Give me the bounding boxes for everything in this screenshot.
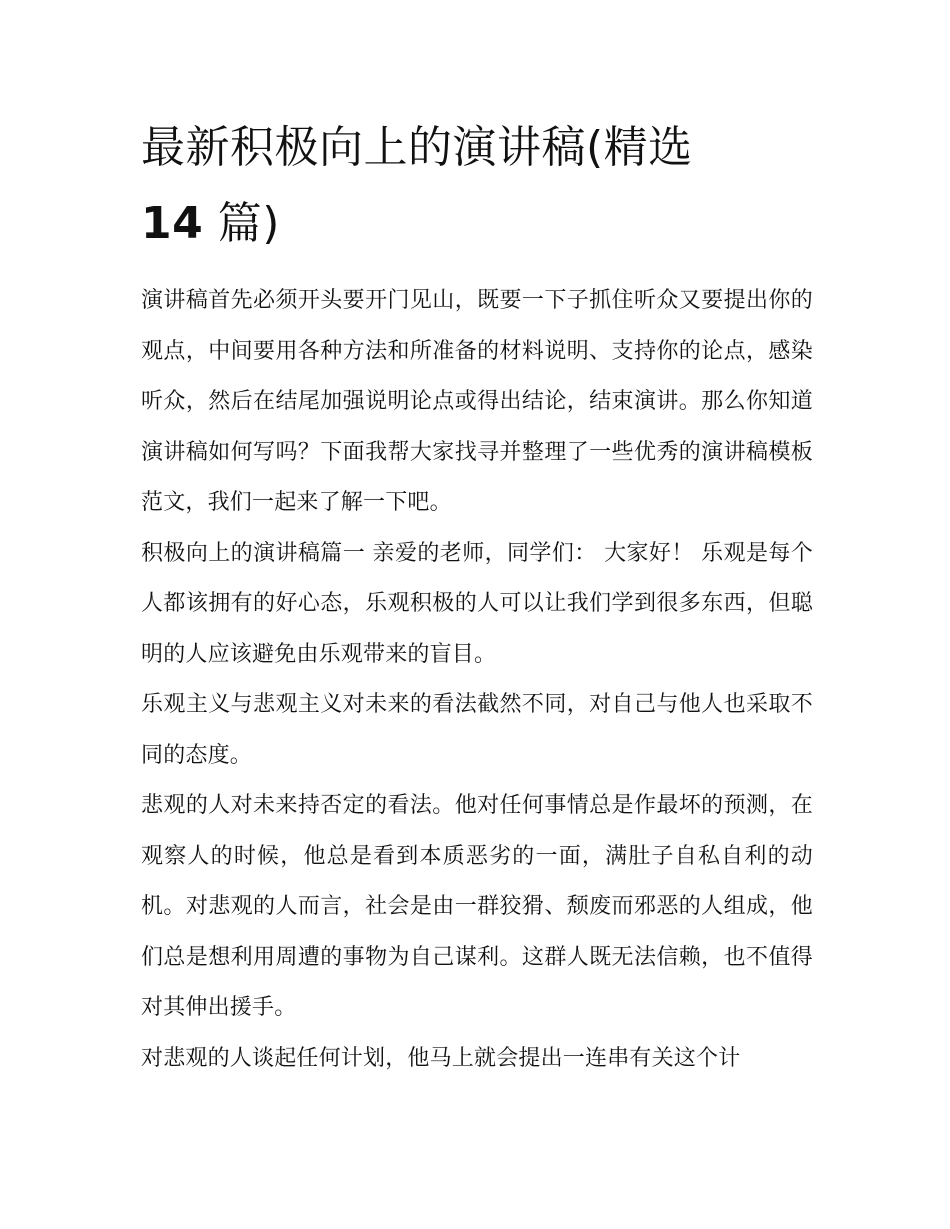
paragraph-speech-one: 积极向上的演讲稿篇一 亲爱的老师，同学们： 大家好！ 乐观是每个人都该拥有的好心态，乐观积极的人可以让我们学到很多东西，但聪明的人应该避免由乐观带来的盲目。 — [141, 540, 813, 667]
title-number: 14 — [141, 198, 204, 249]
title-text-part2: 篇) — [203, 198, 280, 249]
paragraph-optimism-pessimism: 乐观主义与悲观主义对未来的看法截然不同，对自己与他人也采取不同的态度。 — [141, 692, 813, 768]
paragraph-pessimist-view: 悲观的人对未来持否定的看法。他对任何事情总是作最坏的预测，在观察人的时候，他总是看到本质恶劣的一面，满肚子自私自利的动机。对悲观的人而言，社会是由一群狡猾、颓废而邪恶的人组成，他们总是想利用周遭的事物为自己谋利。这群人既无法信赖，也不值得对其伸出援手。 — [141, 793, 813, 1020]
document-page — [141, 110, 813, 1084]
document-title — [141, 110, 813, 262]
document-body — [141, 276, 813, 1084]
paragraph-pessimist-plan: 对悲观的人谈起任何计划，他马上就会提出一连串有关这个计 — [141, 1045, 741, 1071]
paragraph-intro: 演讲稿首先必须开头要开门见山，既要一下子抓住听众又要提出你的观点，中间要用各种方法和所准备的材料说明、支持你的论点，感染听众，然后在结尾加强说明论点或得出结论，结束演讲。那么你知道演讲稿如何写吗？下面我帮大家找寻并整理了一些优秀的演讲稿模板范文，我们一起来了解一下吧。 — [141, 288, 813, 515]
title-text-part1: 最新积极向上的演讲稿(精选 — [141, 122, 693, 173]
